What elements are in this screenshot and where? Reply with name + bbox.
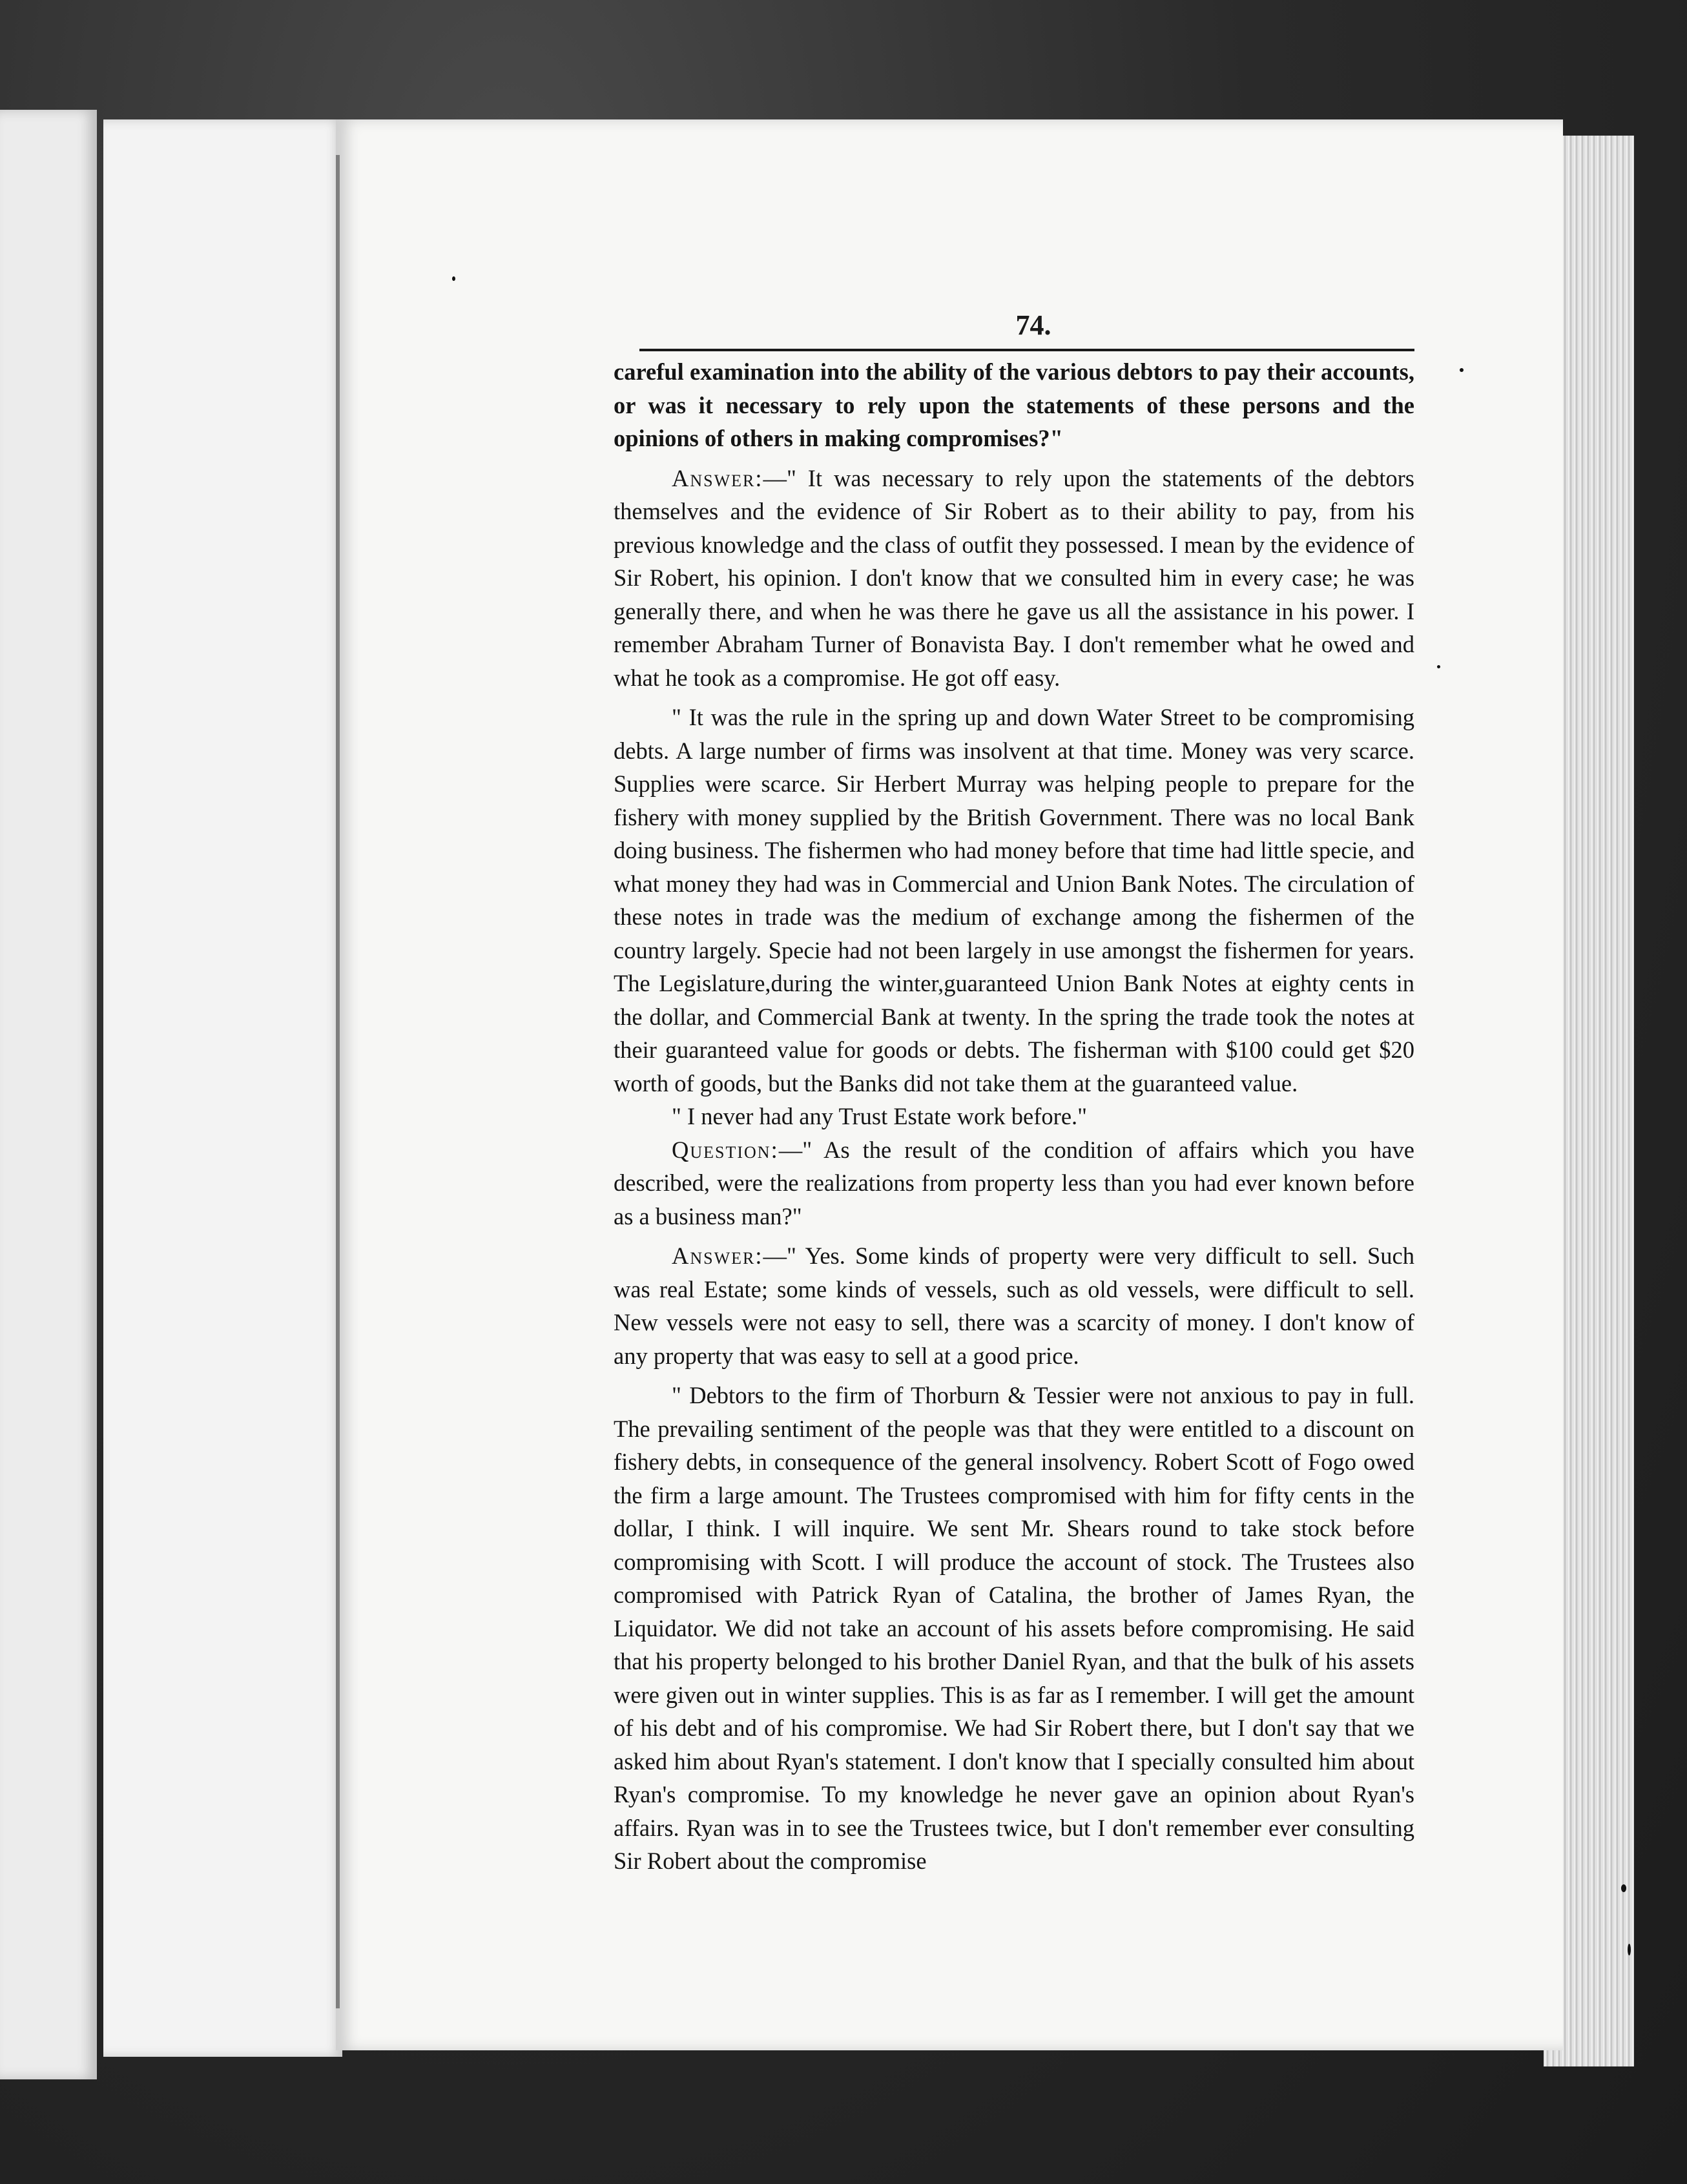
paragraph [614,1239,1414,1372]
speaker-label: Answer: [672,464,763,491]
paragraph [614,701,1414,1100]
paragraph [614,1379,1414,1878]
paragraph [614,1100,1414,1133]
header-rule [639,349,1414,351]
left-page-edge [0,110,97,2079]
left-page-blank [103,119,342,2057]
paragraph [614,355,1414,455]
speaker-label: Question: [672,1136,779,1163]
paragraph-text: " Debtors to the firm of Thorburn & Tessier were not anxious to pay in full. The prevailing sentiment of the people was that they were entitled to a discount on fishery debts, in consequence of the general insolvency. Robert Scott of Fogo owed the firm a large amount. The Trustees compromised with him for fifty cents in the dollar, I think. I will inquire. We sent Mr. Shears round to take stock before compromising with Scott. I will produce the account of stock. The Trustees also compromised with Patrick Ryan of Catalina, the brother of James Ryan, the Liquidator. We did not take an account of his assets before compromising. He said that his property belonged to his brother Daniel Ryan, and that the bulk of his assets were given out in winter supplies. This is as far as I remember. I will get the amount of his debt and of his compromise. We had Sir Robert there, but I don't say that we asked him about Ryan's statement. I don't know that I specially consulted him about Ryan's compromise. To my knowledge he never gave an opinion about Ryan's affairs. Ryan was in to see the Trustees twice, but I don't remember ever consulting Sir Robert about the compromise [614,1382,1414,1874]
gutter-shadow [336,155,340,2008]
paragraph-text: —" Yes. Some kinds of property were very difficult to sell. Such was real Estate; some kinds of vessels, such as old vessels, were difficult to sell. New vessels were not easy to sell, there was a scarcity of money. I don't know of any property that was easy to sell at a good price. [614,1242,1414,1369]
paragraph-text: —" As the result of the condition of affairs which you have described, were the realizations from property less than you had ever known before as a business man?" [614,1136,1414,1230]
paragraph-text: careful examination into the ability of the various debtors to pay their accounts, or was it necessary to rely upon the statements of these persons and the opinions of others in making compromises?" [614,358,1414,451]
paragraph-text: " I never had any Trust Estate work before." [672,1103,1088,1129]
page-number: 74. [1015,309,1051,341]
paragraph [614,462,1414,695]
paragraph-text: " It was the rule in the spring up and down Water Street to be compromising debts. A large number of firms was insolvent at that time. Money was very scarce. Supplies were scarce. Sir Herbert Murray was helping people to prepare for the fishery with money supplied by the British Government. There was no local Bank doing business. The fishermen who had money before that time had little specie, and what money they had was in Commercial and Union Bank Notes. The circulation of these notes in trade was the medium of exchange among the fishermen of the country largely. Specie had not been largely in use amongst the fishermen for years. The Legislature,during the winter,guaranteed Union Bank Notes at eighty cents in the dollar, and Commercial Bank at twenty. In the spring the trade took the notes at their guaranteed value for goods or debts. The fisherman with $100 could get $20 worth of goods, but the Banks did not take them at the guaranteed value. [614,704,1414,1097]
paragraph [614,1133,1414,1233]
paragraph-text: —" It was necessary to rely upon the statements of the debtors themselves and the evidence of Sir Robert as to their ability to pay, from his previous knowledge and the class of outfit they possessed. I mean by the evidence of Sir Robert, his opinion. I don't know that we consulted him in every case; he was generally there, and when he was there he gave us all the assistance in his power. I remember Abraham Turner of Bonavista Bay. I don't remember what he owed and what he took as a compromise. He got off easy. [614,464,1414,691]
speaker-label: Answer: [672,1242,763,1269]
body-text [614,355,1414,1878]
